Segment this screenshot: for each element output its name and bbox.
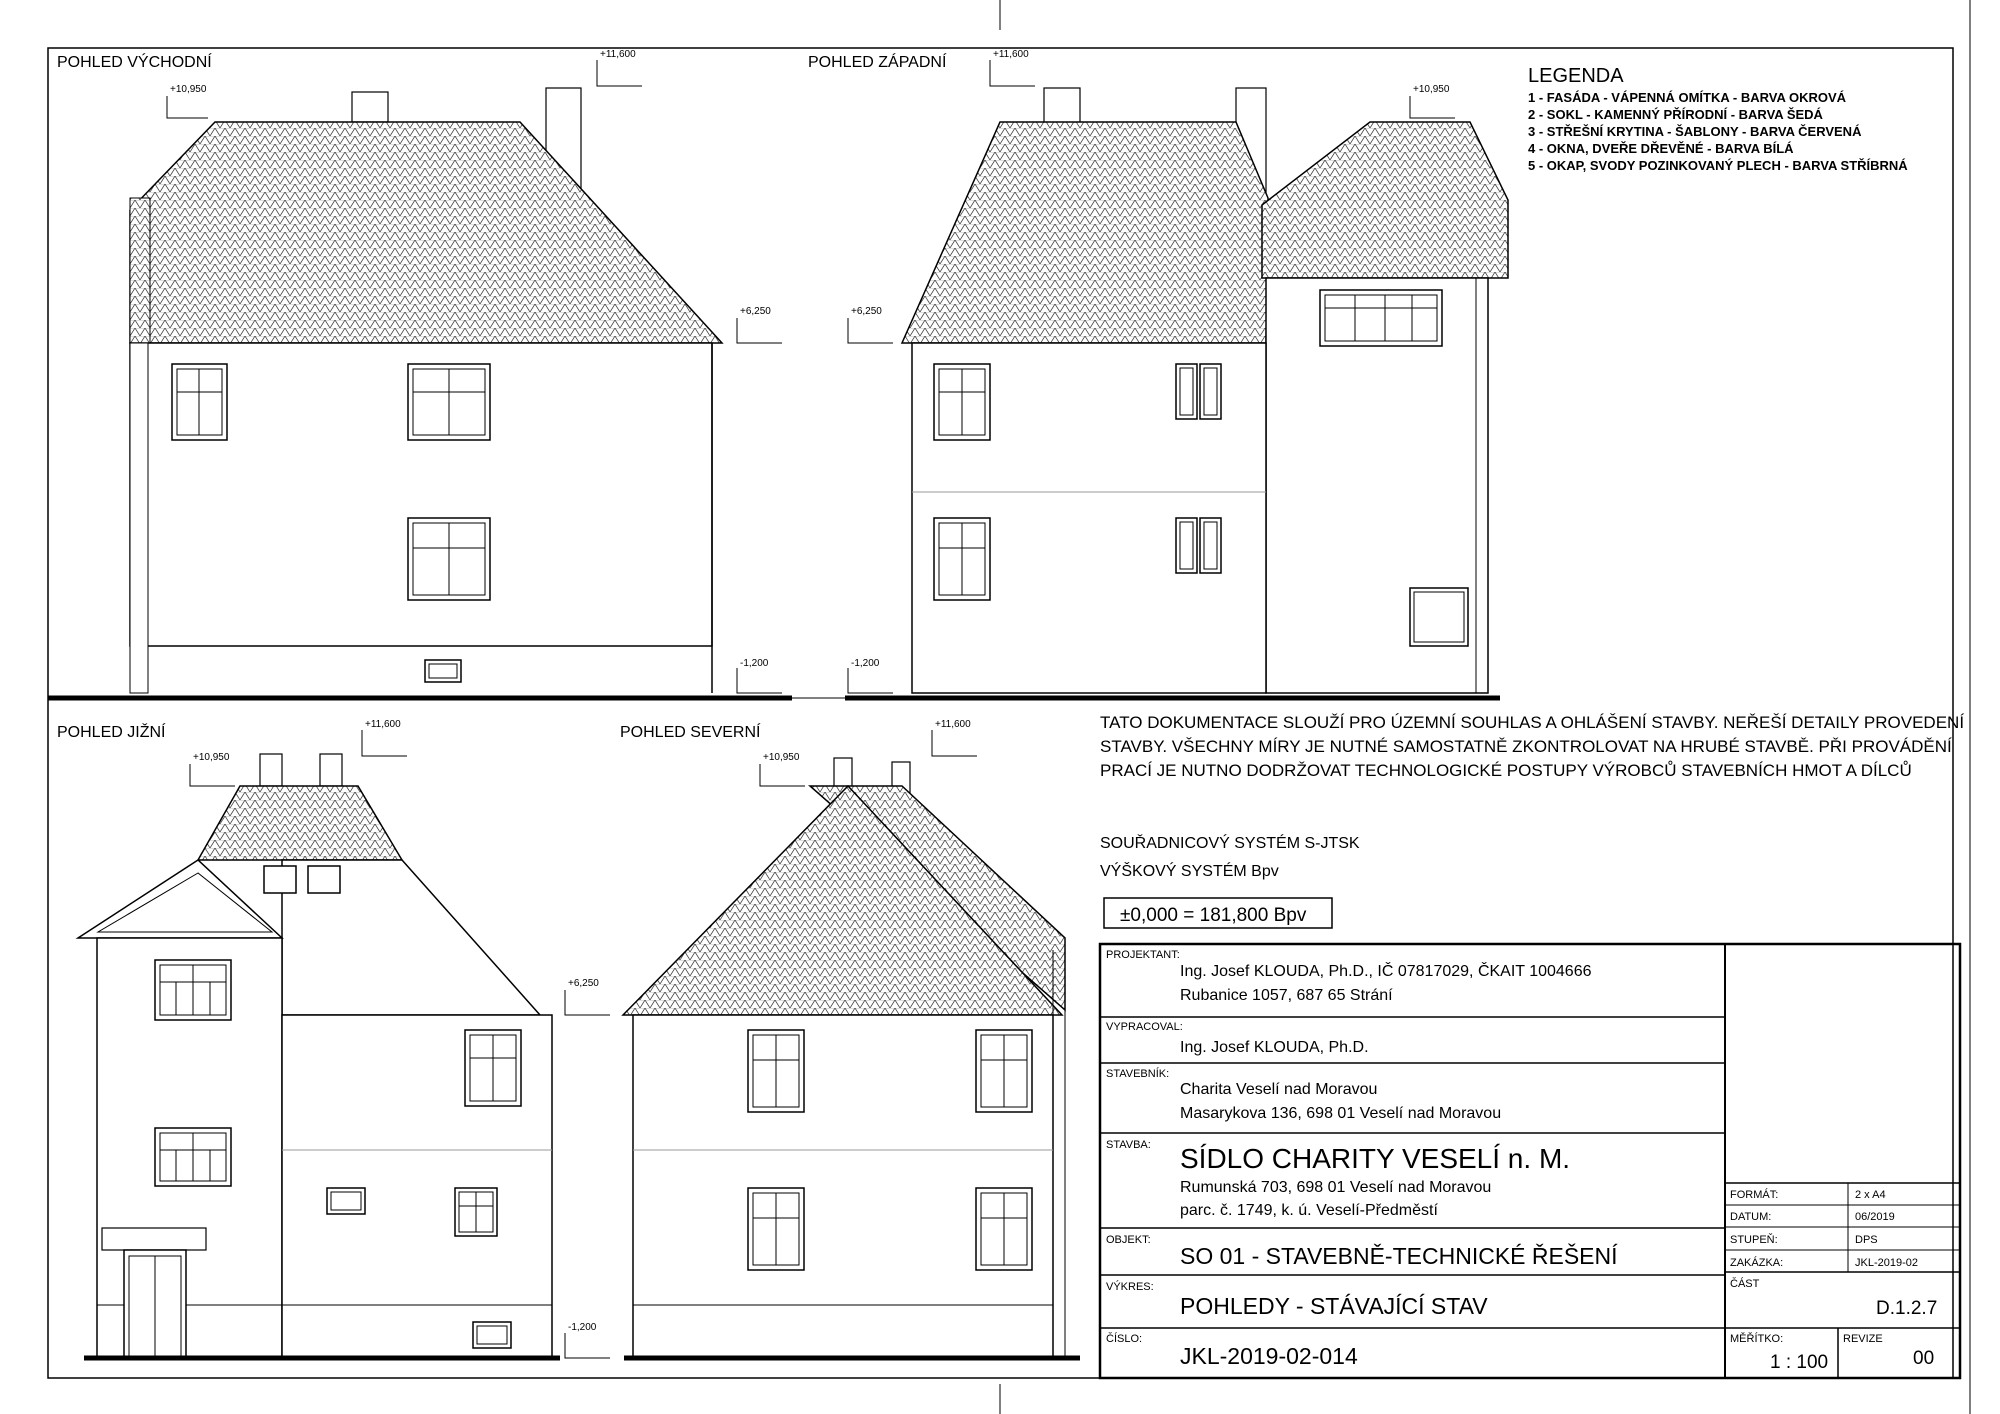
- legend-item: 3 - STŘEŠNÍ KRYTINA - ŠABLONY - BARVA ČERVENÁ: [1528, 124, 1862, 139]
- cast-label: ČÁST: [1730, 1278, 1760, 1290]
- east-level-base: -1,200: [740, 658, 769, 669]
- east-level-gutter: +10,950: [170, 84, 207, 95]
- cislo-label: ČÍSLO:: [1106, 1333, 1143, 1345]
- legend-item: 5 - OKAP, SVODY POZINKOVANÝ PLECH - BARVA STŘÍBRNÁ: [1528, 158, 1908, 173]
- revize-label: REVIZE: [1843, 1333, 1883, 1345]
- north-view-title: POHLED SEVERNÍ: [620, 724, 761, 741]
- east-basement-window: [425, 660, 461, 682]
- format: 2 x A4: [1855, 1189, 1886, 1201]
- stupen: DPS: [1855, 1234, 1878, 1246]
- west-dormer-window: [1320, 290, 1442, 346]
- west-level-base: -1,200: [851, 658, 880, 669]
- south-elevation: [57, 719, 610, 1358]
- objekt: SO 01 - STAVEBNĚ-TECHNICKÉ ŘEŠENÍ: [1180, 1243, 1618, 1269]
- projektant-label: PROJEKTANT:: [1106, 949, 1180, 961]
- east-level-eaves: +6,250: [740, 306, 771, 317]
- east-downpipe: [130, 343, 148, 693]
- datum-label: DATUM:: [1730, 1211, 1772, 1223]
- meritko-label: MĚŘÍTKO:: [1730, 1333, 1784, 1345]
- west-level-eaves: +6,250: [851, 306, 882, 317]
- legend-title: LEGENDA: [1528, 65, 1624, 87]
- legend-item: 4 - OKNA, DVEŘE DŘEVĚNÉ - BARVA BÍLÁ: [1528, 141, 1794, 156]
- south-level-base: -1,200: [568, 1322, 597, 1333]
- east-roof-side: [130, 198, 150, 343]
- datum: 06/2019: [1855, 1211, 1895, 1223]
- south-entrance-canopy: [102, 1228, 206, 1250]
- stavba-label: STAVBA:: [1106, 1139, 1151, 1151]
- note-line-3: PRACÍ JE NUTNO DODRŽOVAT TECHNOLOGICKÉ POSTUPY VÝROBCŮ STAVEBNÍCH HMOT A DÍLCŮ: [1100, 761, 1912, 780]
- south-attic-window-2: [308, 866, 340, 893]
- west-window-4: [1200, 364, 1221, 419]
- west-roof: [902, 122, 1268, 343]
- legend-item: 1 - FASÁDA - VÁPENNÁ OMÍTKA - BARVA OKROVÁ: [1528, 90, 1847, 105]
- east-level-ridge: +11,600: [600, 49, 636, 60]
- west-elevation: [808, 49, 1508, 698]
- south-attic-window-1: [264, 866, 296, 893]
- west-window-3: [1176, 364, 1197, 419]
- note-line-1: TATO DOKUMENTACE SLOUŽÍ PRO ÚZEMNÍ SOUHLAS A OHLÁŠENÍ STAVBY. NEŘEŠÍ DETAILY PROVEDENÍ: [1100, 713, 1965, 732]
- stavebnik-line-2: Masarykova 136, 698 01 Veselí nad Moravou: [1180, 1105, 1502, 1122]
- west-view-title: POHLED ZÁPADNÍ: [808, 54, 947, 71]
- west-window-7: [1410, 588, 1468, 646]
- format-label: FORMÁT:: [1730, 1189, 1779, 1201]
- legend: [1528, 65, 1908, 173]
- south-chimney-2: [320, 754, 342, 786]
- zakazka-label: ZAKÁZKA:: [1730, 1257, 1784, 1269]
- projektant-line-2: Rubanice 1057, 687 65 Strání: [1180, 987, 1393, 1004]
- stavba-line-2: parc. č. 1749, k. ú. Veselí-Předměstí: [1180, 1202, 1438, 1219]
- zakazka: JKL-2019-02: [1855, 1257, 1918, 1269]
- east-chimney-1: [352, 92, 388, 122]
- south-level-eaves: +6,250: [568, 978, 599, 989]
- legend-item: 2 - SOKL - KAMENNÝ PŘÍRODNÍ - BARVA ŠEDÁ: [1528, 107, 1823, 122]
- north-level-ridge: +11,600: [935, 719, 971, 730]
- stavebnik-label: STAVEBNÍK:: [1106, 1068, 1170, 1080]
- stavebnik-line-1: Charita Veselí nad Moravou: [1180, 1081, 1378, 1098]
- south-view-title: POHLED JIŽNÍ: [57, 724, 166, 741]
- objekt-label: OBJEKT:: [1106, 1234, 1151, 1246]
- stavba-line-1: Rumunská 703, 698 01 Veselí nad Moravou: [1180, 1179, 1492, 1196]
- vypracoval: Ing. Josef KLOUDA, Ph.D.: [1180, 1039, 1369, 1056]
- projektant-line-1: Ing. Josef KLOUDA, Ph.D., IČ 07817029, ČKAIT 1004666: [1180, 963, 1592, 980]
- height-system: VÝŠKOVÝ SYSTÉM Bpv: [1100, 863, 1279, 880]
- stavba-title: SÍDLO CHARITY VESELÍ n. M.: [1180, 1143, 1571, 1174]
- east-elevation: [48, 49, 792, 698]
- west-dormer-roof: [1262, 122, 1508, 278]
- cast: D.1.2.7: [1876, 1298, 1938, 1319]
- west-window-5: [1176, 518, 1197, 573]
- cislo: JKL-2019-02-014: [1180, 1343, 1358, 1369]
- meritko: 1 : 100: [1770, 1352, 1829, 1373]
- south-chimney-1: [260, 754, 282, 786]
- revize: 00: [1913, 1348, 1935, 1369]
- coordinate-system: SOUŘADNICOVÝ SYSTÉM S-JTSK: [1100, 835, 1360, 852]
- south-level-gutter: +10,950: [193, 752, 230, 763]
- vykres: POHLEDY - STÁVAJÍCÍ STAV: [1180, 1293, 1488, 1319]
- north-elevation: [620, 719, 1080, 1358]
- vykres-label: VÝKRES:: [1106, 1281, 1154, 1293]
- stupen-label: STUPEŇ:: [1730, 1234, 1778, 1246]
- east-view-title: POHLED VÝCHODNÍ: [57, 54, 212, 71]
- west-window-6: [1200, 518, 1221, 573]
- west-level-ridge: +11,600: [993, 49, 1029, 60]
- south-roof-top: [198, 786, 402, 860]
- title-block-text: [1106, 949, 1937, 1373]
- vypracoval-label: VYPRACOVAL:: [1106, 1021, 1183, 1033]
- notes: [1100, 713, 1964, 928]
- datum-value: ±0,000 = 181,800 Bpv: [1120, 905, 1307, 926]
- west-level-gutter: +10,950: [1413, 84, 1450, 95]
- east-roof: [130, 122, 722, 343]
- north-level-gutter: +10,950: [763, 752, 800, 763]
- note-line-2: STAVBY. VŠECHNY MÍRY JE NUTNÉ SAMOSTATNĚ ZKONTROLOVAT NA HRUBÉ STAVBĚ. PŘI PROVÁDĚNÍ: [1100, 737, 1952, 756]
- south-level-ridge: +11,600: [365, 719, 401, 730]
